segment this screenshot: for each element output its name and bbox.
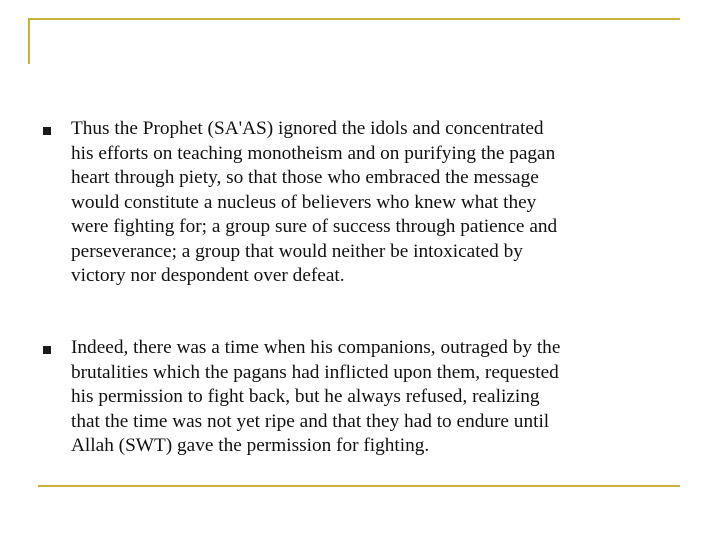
left-decorative-rule (28, 18, 30, 64)
bottom-decorative-rule (38, 485, 680, 487)
bullet-text: Thus the Prophet (SA'AS) ignored the idols and concentrated his efforts on teaching monotheism and on purifying the pagan heart through piety, so that those who embraced the message would constitute a nucleus of believers who knew what they were fighting for; a group sure of success through patience and perseverance; a group that would neither be intoxicated by victory nor despondent over defeat. (71, 118, 558, 286)
square-bullet-icon (43, 346, 51, 354)
top-decorative-rule (28, 18, 680, 20)
square-bullet-icon (43, 127, 51, 135)
bullet-text: Indeed, there was a time when his companions, outraged by the brutalities which the pagans had inflicted upon them, requested his permission to fight back, but he always refused, realizing that the time was not yet ripe and that they had to endure until Allah (SWT) gave the permission for fighting. (71, 337, 561, 456)
